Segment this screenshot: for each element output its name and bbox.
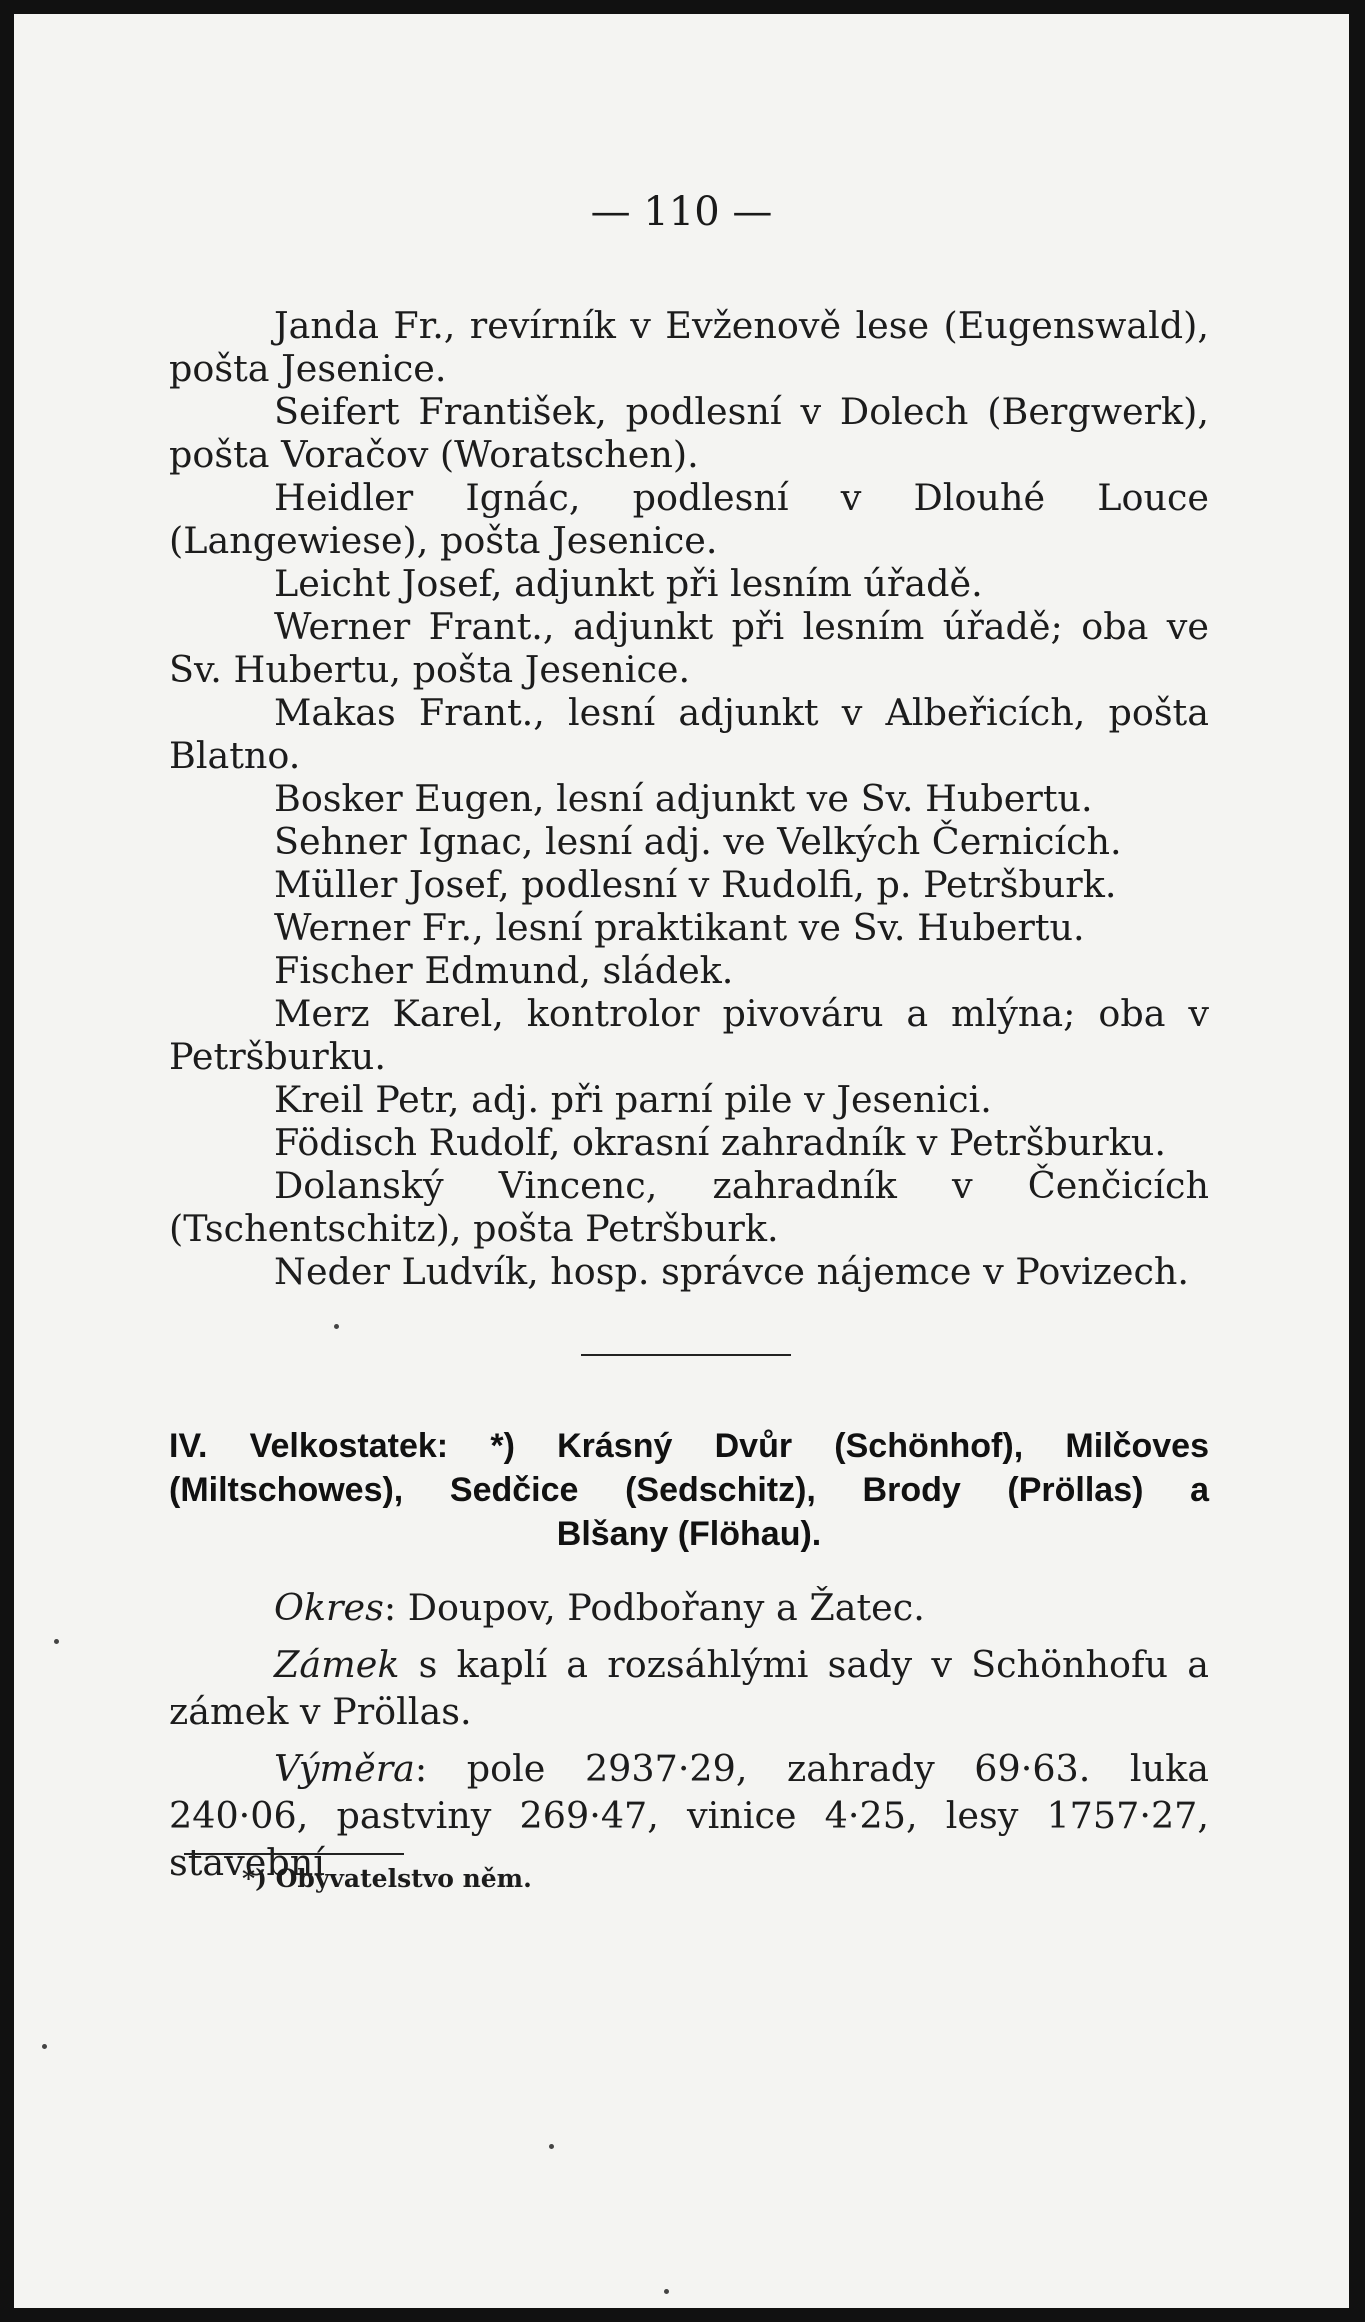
zamek-text: s kaplí a rozsáhlými sady v Schönhofu a zámek v Pröllas. [169, 1643, 1209, 1733]
vymera-text: : pole 2937·29, zahrady 69·63. luka 240·06, pastviny 269·47, vinice 4·25, lesy 1757·27, stavební [169, 1747, 1209, 1884]
heading-line-2: (Miltschowes), Sedčice (Sedschitz), Brody (Pröllas) a [169, 1471, 1209, 1509]
list-entry: Bosker Eugen, lesní adjunkt ve Sv. Hubertu. [274, 777, 1093, 820]
list-entry: Janda Fr., revírník v Evženově lese (Eugenswald), pošta Jesenice. [169, 304, 1209, 390]
estate-heading [169, 1424, 1209, 1556]
list-entry: Heidler Ignác, podlesní v Dlouhé Louce (Langewiese), pošta Jesenice. [169, 476, 1209, 562]
list-entry: Kreil Petr, adj. při parní pile v Jesenici. [274, 1078, 992, 1121]
okres-text: : Doupov, Podbořany a Žatec. [383, 1586, 925, 1629]
section-divider [581, 1354, 791, 1356]
book-page [14, 14, 1349, 2308]
print-speck [42, 2044, 47, 2049]
list-entry: Födisch Rudolf, okrasní zahradník v Petršburku. [274, 1121, 1166, 1164]
estate-details [169, 1584, 1209, 1896]
okres-label: Okres [274, 1586, 384, 1629]
print-speck [549, 2144, 554, 2149]
vymera-label: Výměra [274, 1747, 415, 1790]
print-speck [664, 2289, 669, 2294]
list-entry: Müller Josef, podlesní v Rudolfi, p. Petršburk. [274, 863, 1117, 906]
footnote-rule [184, 1853, 404, 1855]
list-entry: Dolanský Vincenc, zahradník v Čenčicích (Tschentschitz), pošta Petršburk. [169, 1164, 1209, 1250]
list-entry: Neder Ludvík, hosp. správce nájemce v Povizech. [274, 1250, 1190, 1293]
okres-paragraph [169, 1584, 1209, 1631]
page-number: — 110 — [590, 189, 773, 235]
staff-list [169, 304, 1209, 1293]
print-speck [334, 1324, 339, 1329]
list-entry: Leicht Josef, adjunkt při lesním úřadě. [274, 562, 983, 605]
list-entry: Seifert František, podlesní v Dolech (Bergwerk), pošta Voračov (Woratschen). [169, 390, 1209, 476]
list-entry: Makas Frant., lesní adjunkt v Albeřicích, pošta Blatno. [169, 691, 1209, 777]
list-entry: Fischer Edmund, sládek. [274, 949, 734, 992]
list-entry: Merz Karel, kontrolor pivováru a mlýna; oba v Petršburku. [169, 992, 1209, 1078]
footnote: *) Obyvatelstvo něm. [242, 1864, 532, 1893]
list-entry: Sehner Ignac, lesní adj. ve Velkých Černicích. [274, 820, 1122, 863]
list-entry: Werner Frant., adjunkt při lesním úřadě; oba ve Sv. Hubertu, pošta Jesenice. [169, 605, 1209, 691]
zamek-label: Zámek [274, 1643, 400, 1686]
zamek-paragraph [169, 1641, 1209, 1735]
heading-line-3: Blšany (Flöhau). [556, 1515, 822, 1553]
heading-line-1: IV. Velkostatek: *) Krásný Dvůr (Schönhof), Milčoves [169, 1427, 1209, 1465]
list-entry: Werner Fr., lesní praktikant ve Sv. Hubertu. [274, 906, 1085, 949]
print-speck [54, 1639, 59, 1644]
